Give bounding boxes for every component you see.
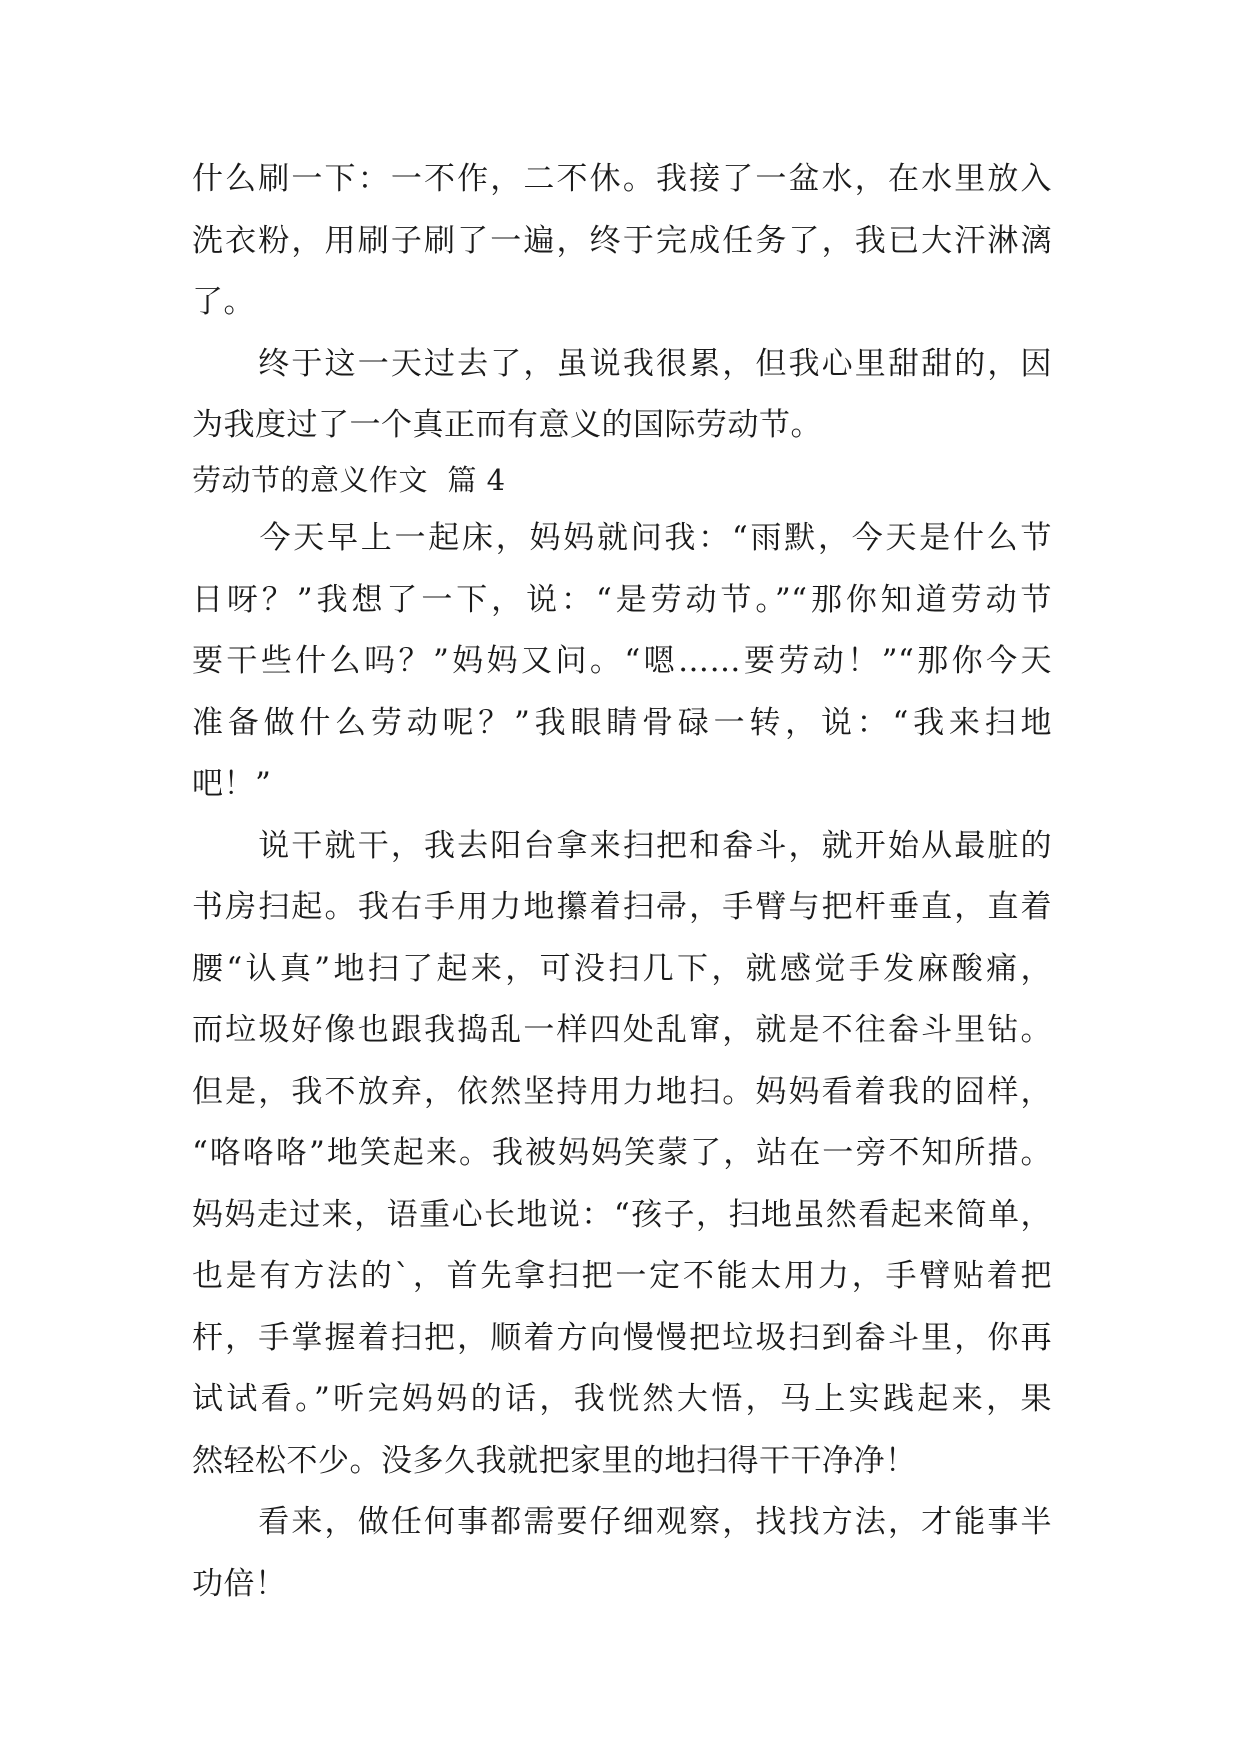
section-heading: 劳动节的意义作文 篇 4: [192, 463, 506, 497]
text-line: 今天早上一起床，妈妈就问我：“雨默，今天是什么节: [192, 520, 1052, 556]
text-line: 杆，手掌握着扫把，顺着方向慢慢把垃圾扫到畚斗里，你再: [192, 1320, 1052, 1356]
text-line: 然轻松不少。没多久我就把家里的地扫得干干净净！: [192, 1443, 917, 1479]
text-line: 腰“认真”地扫了起来，可没扫几下，就感觉手发麻酸痛，: [192, 951, 1052, 987]
text-line: 为我度过了一个真正而有意义的国际劳动节。: [192, 407, 822, 443]
text-line: 也是有方法的`，首先拿扫把一定不能太用力，手臂贴着把: [192, 1258, 1052, 1294]
text-line: 妈妈走过来，语重心长地说：“孩子，扫地虽然看起来简单，: [192, 1197, 1052, 1233]
text-line: 说干就干，我去阳台拿来扫把和畚斗，就开始从最脏的: [192, 828, 1052, 864]
text-line: 日呀？”我想了一下，说：“是劳动节。”“那你知道劳动节: [192, 582, 1052, 618]
text-line: 洗衣粉，用刷子刷了一遍，终于完成任务了，我已大汗淋漓: [192, 223, 1052, 259]
text-line: 吧！”: [192, 766, 272, 802]
text-line: 功倍！: [192, 1566, 287, 1602]
text-line: 准备做什么劳动呢？”我眼睛骨碌一转，说：“我来扫地: [192, 705, 1052, 741]
text-line: 书房扫起。我右手用力地攥着扫帚，手臂与把杆垂直，直着: [192, 889, 1052, 925]
text-line: 终于这一天过去了，虽说我很累，但我心里甜甜的，因: [192, 346, 1052, 382]
text-line: “咯咯咯”地笑起来。我被妈妈笑蒙了，站在一旁不知所措。: [192, 1135, 1052, 1171]
text-line: 要干些什么吗？”妈妈又问。“嗯……要劳动！”“那你今天: [192, 643, 1052, 679]
text-line: 什么刷一下：一不作，二不休。我接了一盆水，在水里放入: [192, 161, 1052, 197]
text-line: 试试看。”听完妈妈的话，我恍然大悟，马上实践起来，果: [192, 1381, 1052, 1417]
text-line: 了。: [192, 284, 255, 320]
text-line: 但是，我不放弃，依然坚持用力地扫。妈妈看着我的囧样，: [192, 1074, 1052, 1110]
text-line: 而垃圾好像也跟我捣乱一样四处乱窜，就是不往畚斗里钻。: [192, 1012, 1052, 1048]
text-line: 看来，做任何事都需要仔细观察，找找方法，才能事半: [192, 1504, 1052, 1540]
